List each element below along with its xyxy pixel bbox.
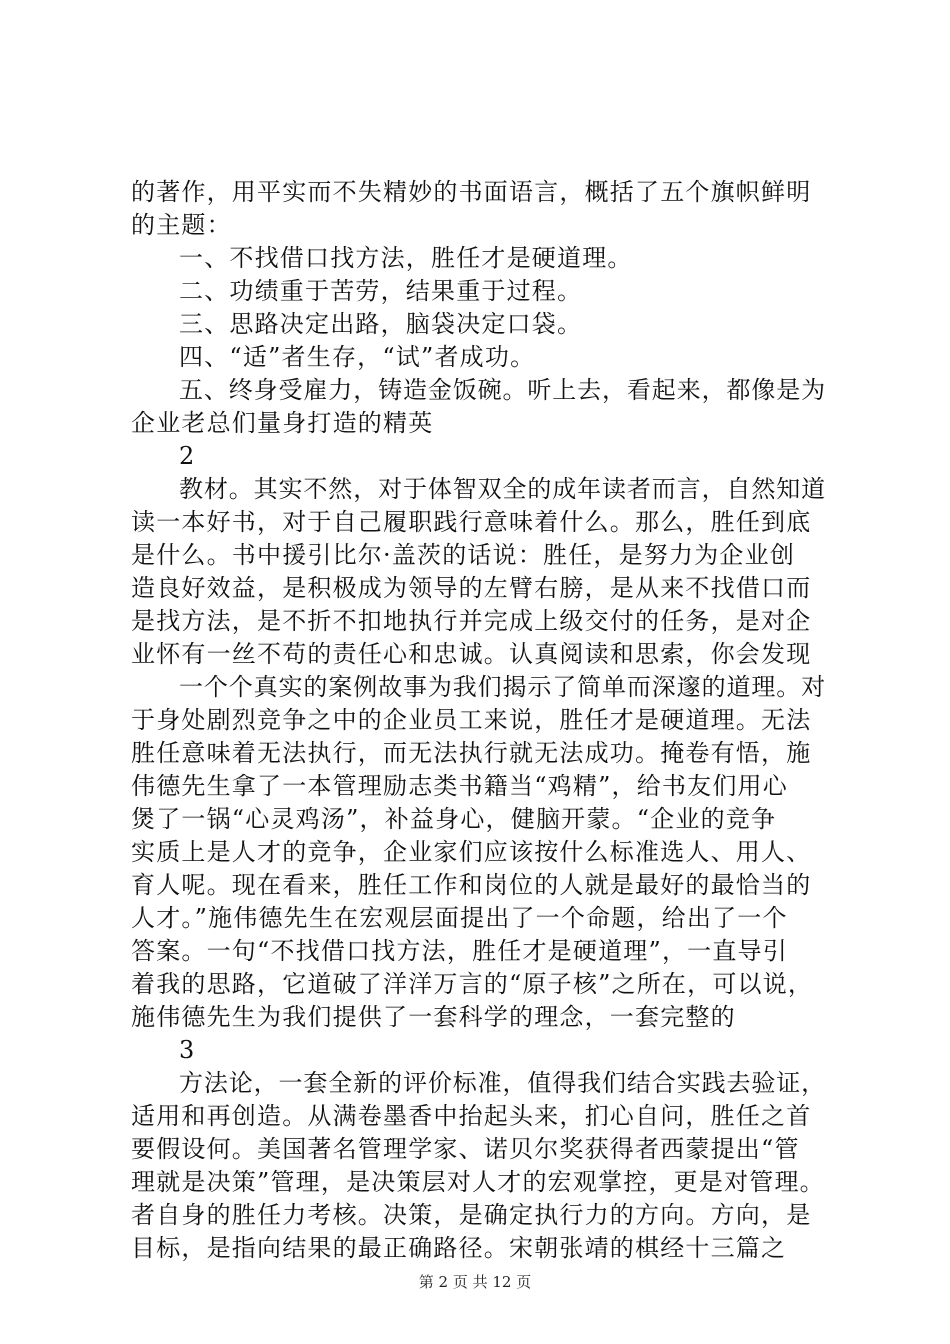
text-line: 四、“适”者生存，“试”者成功。 <box>179 343 536 371</box>
text-line: 胜任意味着无法执行，而无法执行就无法成功。掩卷有悟，施 <box>131 739 812 767</box>
text-line: 要假设何。美国著名管理学家、诺贝尔奖获得者西蒙提出“管 <box>131 1135 800 1163</box>
text-line: 于身处剧烈竞争之中的企业员工来说，胜任才是硬道理。无法 <box>131 706 812 734</box>
text-line: 一、不找借口找方法，胜任才是硬道理。 <box>179 244 633 272</box>
text-line: 方法论，一套全新的评价标准，值得我们结合实践去验证， <box>179 1069 826 1097</box>
text-line: 施伟德先生为我们提供了一套科学的理念，一套完整的 <box>131 1003 736 1031</box>
text-line: 是什么。书中援引比尔·盖茨的话说：胜任，是努力为企业创 <box>131 541 796 569</box>
text-line: 育人呢。现在看来，胜任工作和岗位的人就是最好的最恰当的 <box>131 871 812 899</box>
text-line: 目标，是指向结果的最正确路径。宋朝张靖的棋经十三篇之 <box>131 1234 787 1262</box>
text-line: 2 <box>179 442 196 470</box>
text-line: 煲了一锅“心灵鸡汤”，补益身心，健脑开蒙。“企业的竞争 <box>131 805 777 833</box>
text-line: 着我的思路，它道破了洋洋万言的“原子核”之所在，可以说， <box>131 970 814 998</box>
document-body <box>131 176 831 1265</box>
text-line: 3 <box>179 1036 196 1064</box>
text-line: 读一本好书，对于自己履职践行意味着什么。那么，胜任到底 <box>131 508 812 536</box>
text-line: 五、终身受雇力，铸造金饭碗。听上去，看起来，都像是为 <box>179 376 826 404</box>
text-line: 的主题： <box>131 211 232 239</box>
text-line: 企业老总们量身打造的精英 <box>131 409 434 437</box>
text-line: 答案。一句“不找借口找方法，胜任才是硬道理”，一直导引 <box>131 937 788 965</box>
text-line: 伟德先生拿了一本管理励志类书籍当“鸡精”，给书友们用心 <box>131 772 788 800</box>
text-line: 造良好效益，是积极成为领导的左臂右膀，是从来不找借口而 <box>131 574 812 602</box>
text-line: 理就是决策”管理，是决策层对人才的宏观掌控，更是对管理。 <box>131 1168 825 1196</box>
text-line: 教材。其实不然，对于体智双全的成年读者而言，自然知道 <box>179 475 826 503</box>
text-line: 二、功绩重于苦劳，结果重于过程。 <box>179 277 583 305</box>
text-line: 者自身的胜任力考核。决策，是确定执行力的方向。方向，是 <box>131 1201 812 1229</box>
text-line: 是找方法，是不折不扣地执行并完成上级交付的任务，是对企 <box>131 607 812 635</box>
page-footer: 第 2 页 共 12 页 <box>418 1273 532 1291</box>
text-line: 业怀有一丝不苟的责任心和忠诚。认真阅读和思索，你会发现 <box>131 640 812 668</box>
text-line: 一个个真实的案例故事为我们揭示了简单而深邃的道理。对 <box>179 673 826 701</box>
text-line: 适用和再创造。从满卷墨香中抬起头来，扪心自问，胜任之首 <box>131 1102 812 1130</box>
text-line: 三、思路决定出路，脑袋决定口袋。 <box>179 310 583 338</box>
text-line: 的著作，用平实而不失精妙的书面语言，概括了五个旗帜鲜明 <box>131 178 812 206</box>
text-line: 人才。”施伟德先生在宏观层面提出了一个命题，给出了一个 <box>131 904 788 932</box>
text-line: 实质上是人才的竞争，企业家们应该按什么标准选人、用人、 <box>131 838 812 866</box>
